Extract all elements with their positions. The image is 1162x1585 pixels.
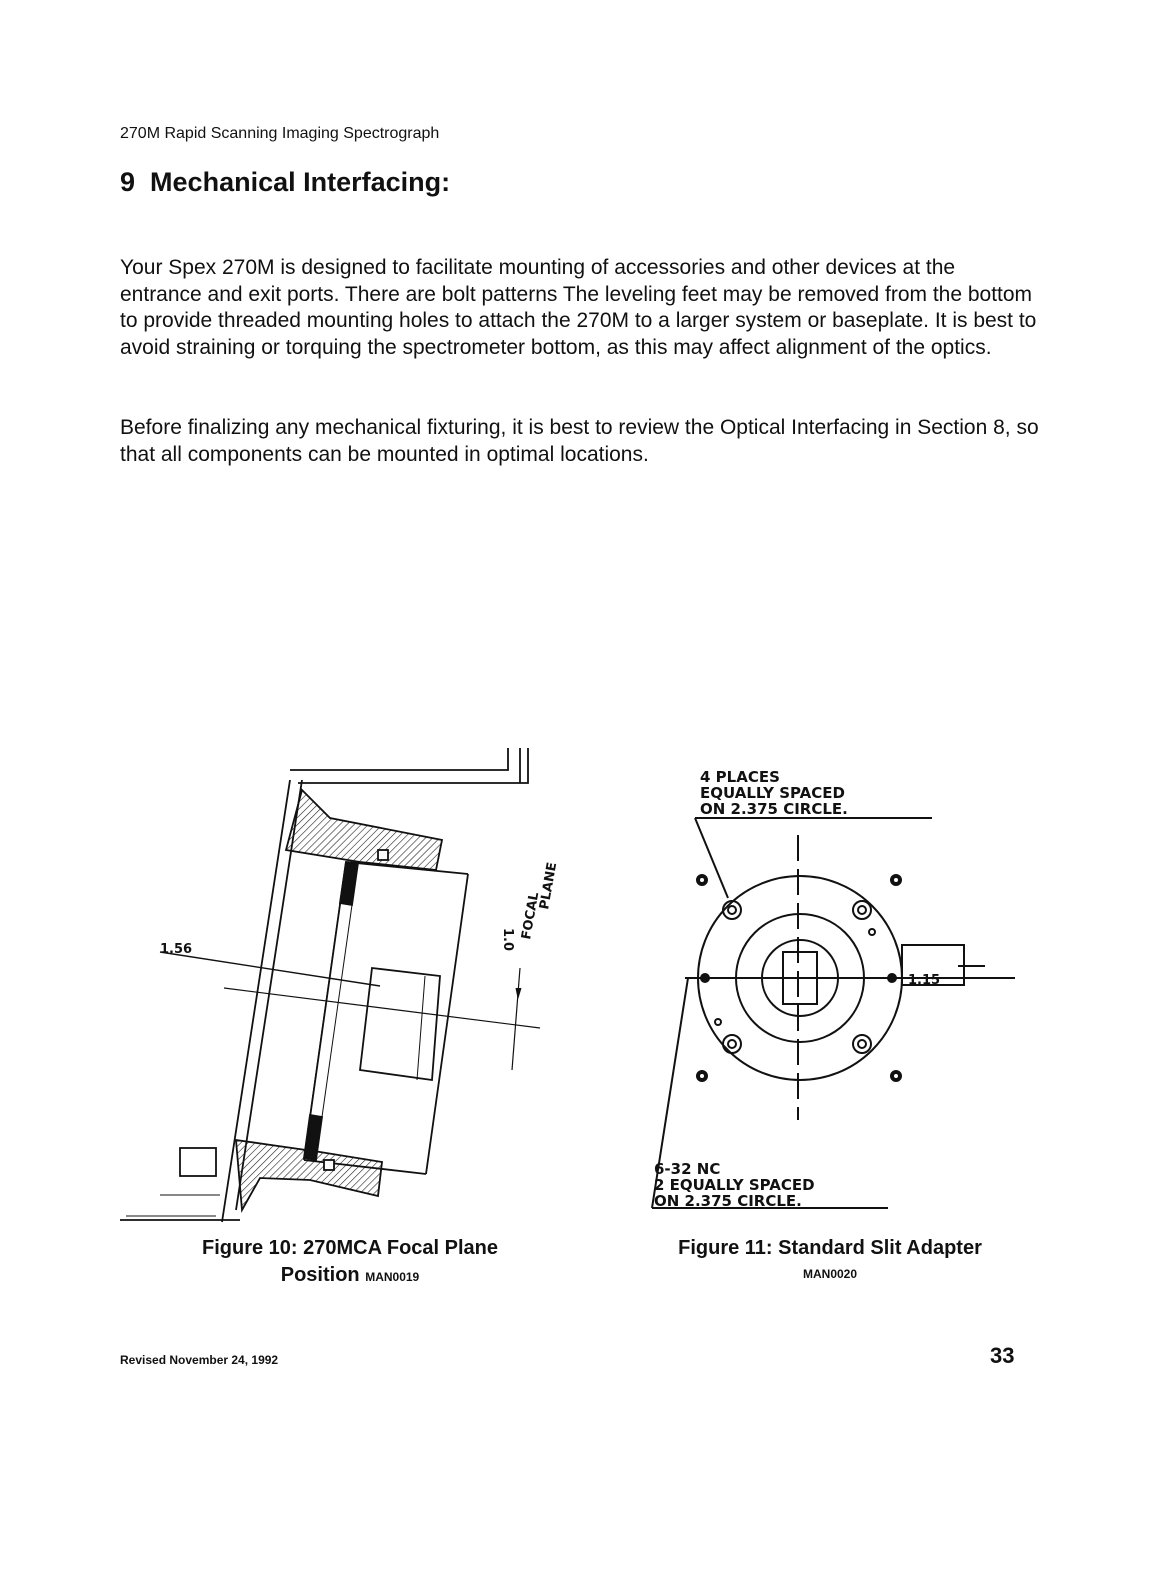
dimension-label-a: 1.56 <box>160 942 193 957</box>
paragraph-intro: Your Spex 270M is designed to facilitate mounting of accessories and other devices at the entrance and exit ports. There are bolt patterns The leveling feet may be removed from the bottom to provide threaded mounting holes to attach the 270M to a larger system or baseplate. It is best to avoid straining or torquing the spectrometer bottom, as this may affect alignment of the optics. <box>120 256 1037 359</box>
label-equally-spaced-top: EQUALLY SPACED <box>700 784 845 802</box>
plane-label: PLANE <box>537 861 560 911</box>
section-title <box>120 167 450 198</box>
label-circle-top: ON 2.375 CIRCLE. <box>700 800 848 818</box>
paragraph-review: Before finalizing any mechanical fixturing, it is best to review the Optical Interfacing in Section 8, so that all components can be mounted in optimal locations. <box>120 416 1039 466</box>
page-number: 33 <box>990 1343 1015 1368</box>
figure-10-code: MAN0019 <box>365 1270 420 1284</box>
label-circle-bottom: ON 2.375 CIRCLE. <box>654 1192 802 1210</box>
figure-10-caption-line2: Position <box>280 1264 360 1286</box>
figure-10-caption-line1: Figure 10: 270MCA Focal Plane <box>201 1237 498 1259</box>
label-equally-spaced-bottom: 2 EQUALLY SPACED <box>654 1176 815 1194</box>
section-title-text: Mechanical Interfacing: <box>150 167 451 197</box>
section-number: 9 <box>120 167 136 197</box>
figure-10-drawing <box>120 740 560 1230</box>
figure-11-code: MAN0020 <box>802 1267 858 1281</box>
dimension-label-b: 1.0 <box>500 928 515 952</box>
label-4-places: 4 PLACES <box>700 768 780 786</box>
label-6-32-nc: 6-32 NC <box>654 1160 721 1178</box>
figure-11-caption-text: Figure 11: Standard Slit Adapter <box>678 1237 982 1259</box>
revision-date: Revised November 24, 1992 <box>120 1353 279 1367</box>
focal-label: FOCAL <box>519 890 543 941</box>
figure-11-caption <box>640 1235 1020 1286</box>
figure-11-drawing <box>640 760 1020 1220</box>
figure-10-caption <box>160 1235 540 1291</box>
running-header: 270M Rapid Scanning Imaging Spectrograph <box>120 125 440 142</box>
label-side-dim: 1.15 <box>908 973 941 988</box>
